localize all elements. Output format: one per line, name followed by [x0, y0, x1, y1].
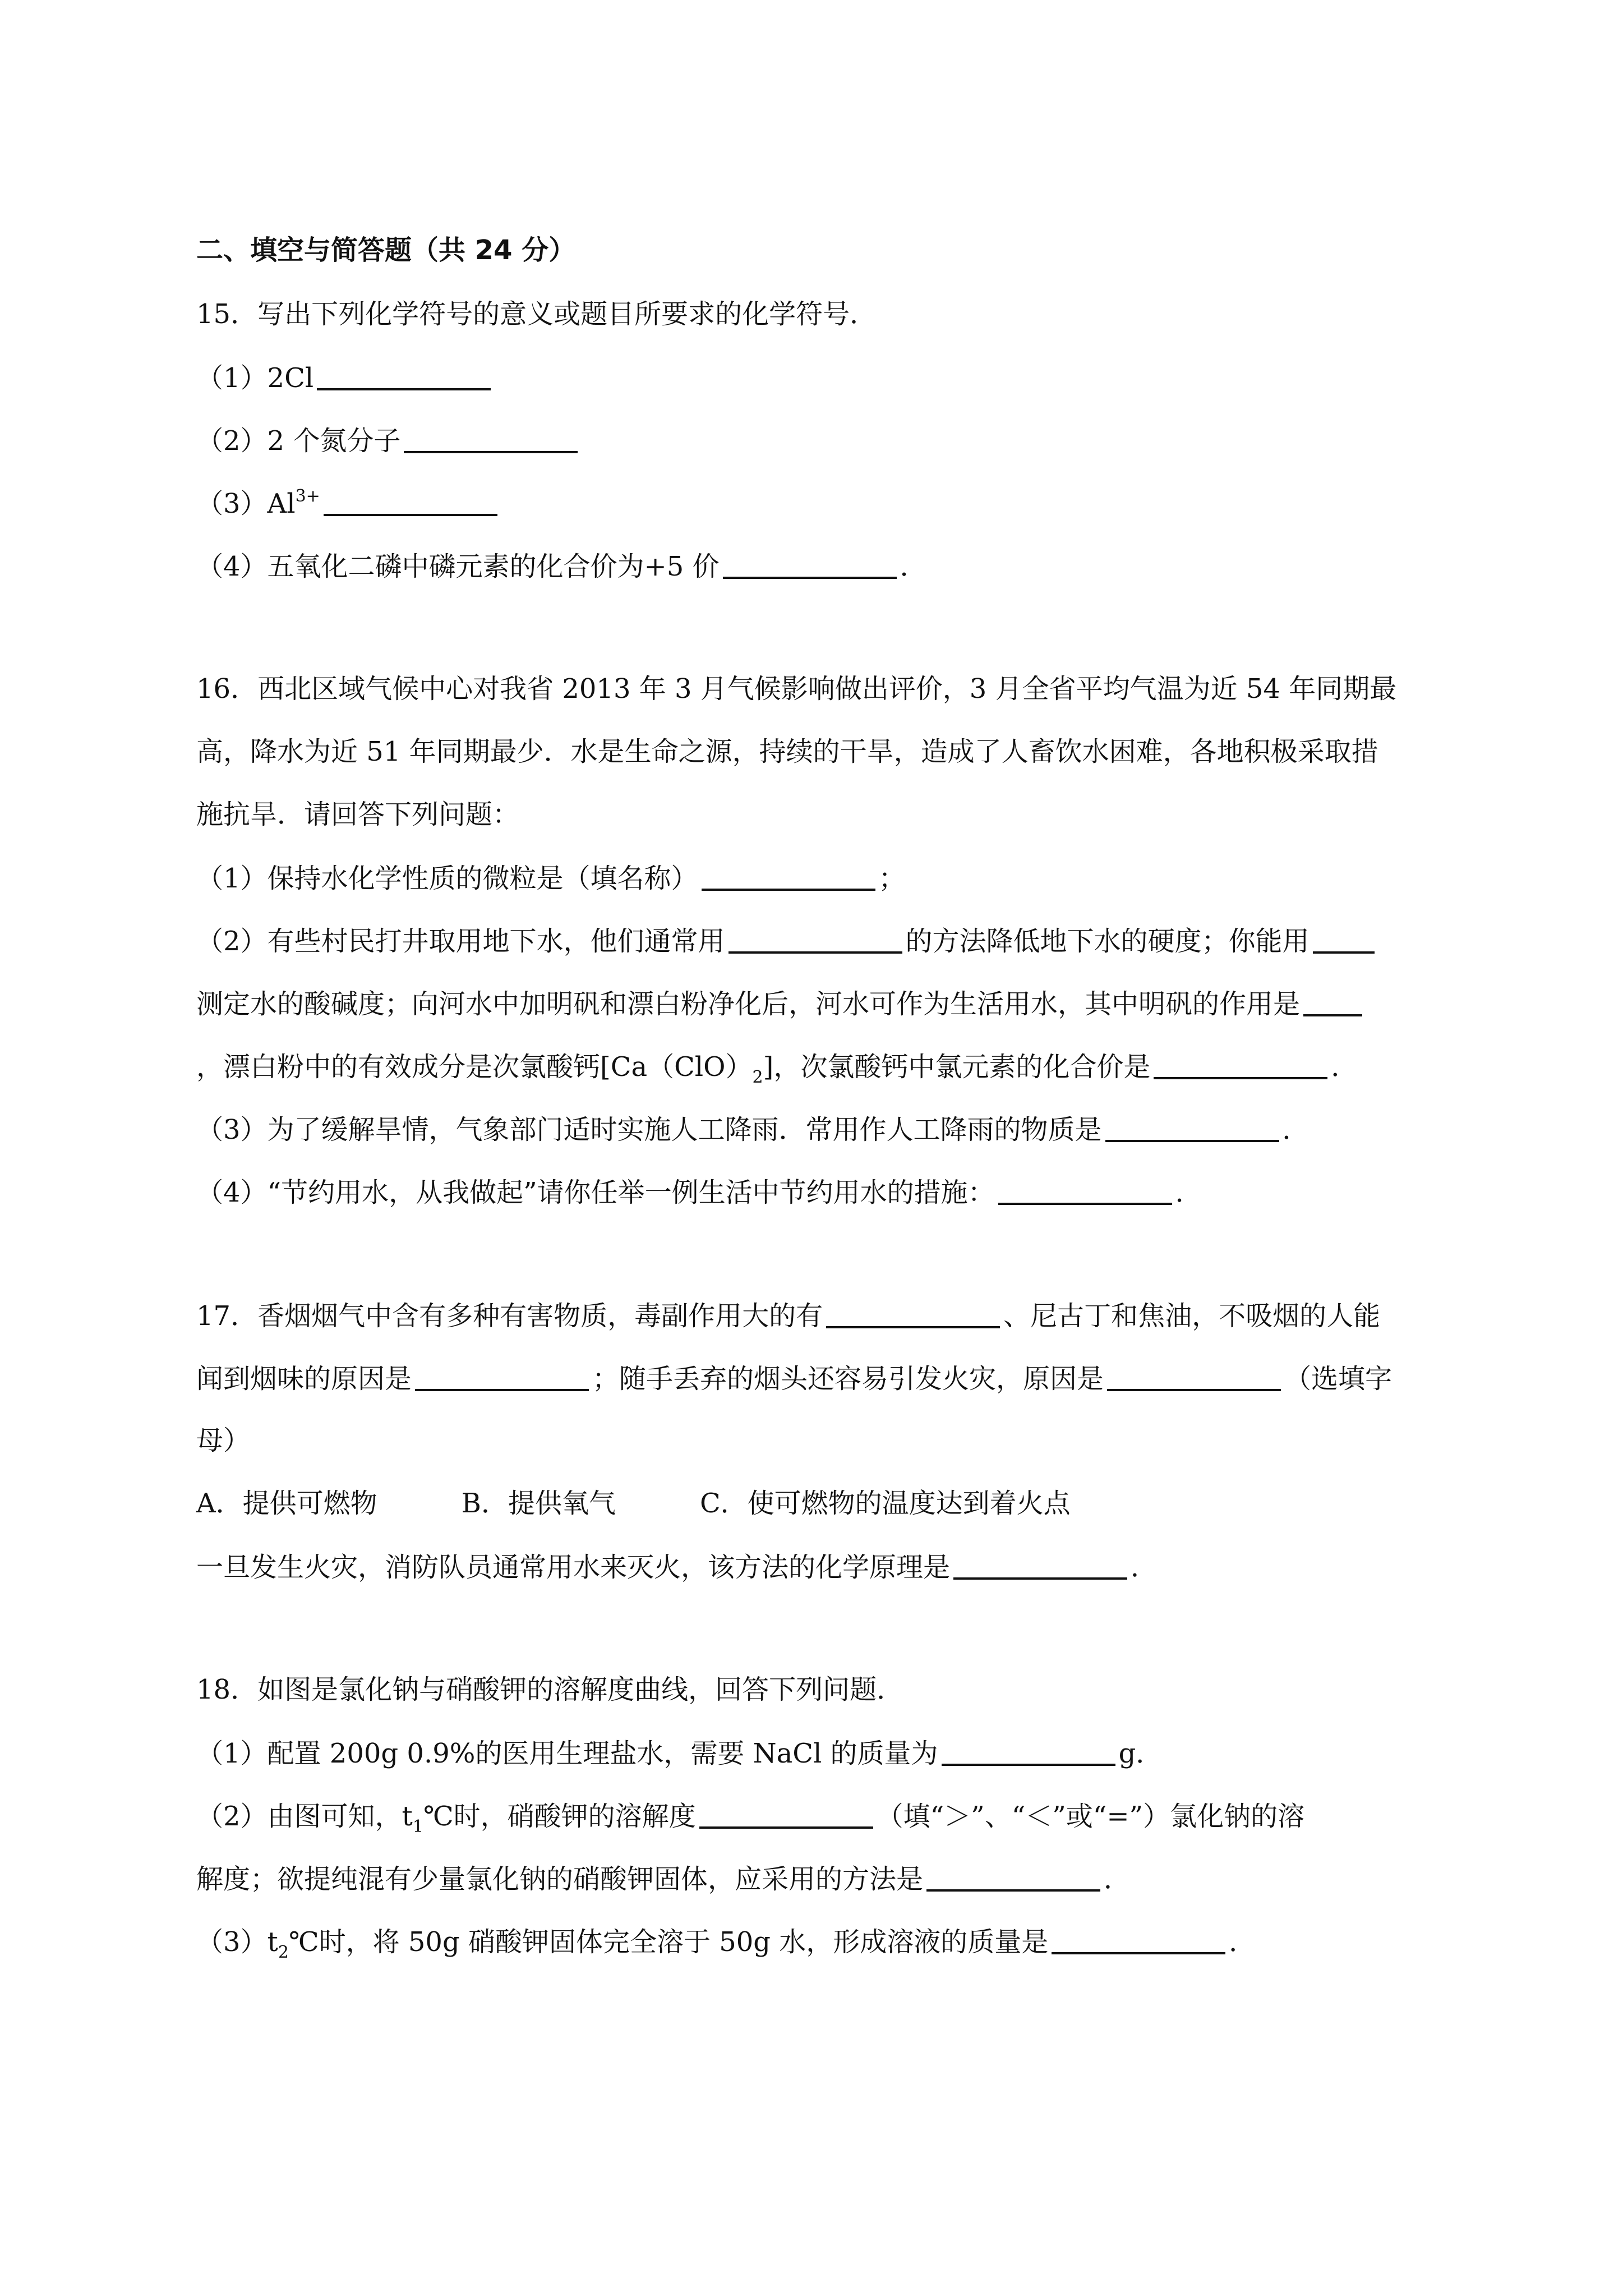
- answer-blank[interactable]: [1313, 922, 1375, 954]
- answer-blank[interactable]: [404, 422, 578, 453]
- q18-stem: 18．如图是氯化钠与硝酸钾的溶解度曲线，回答下列问题．: [196, 1674, 904, 1705]
- q17-text-b: 、尼古丁和焦油，不吸烟的人能: [1003, 1300, 1381, 1332]
- q16-part1: [196, 859, 1446, 896]
- q16-part2-line1: [196, 922, 1446, 959]
- answer-blank[interactable]: [1052, 1923, 1225, 1954]
- q16-part2-line2: [196, 985, 1446, 1022]
- q18-part1-end: g．: [1118, 1738, 1163, 1769]
- q18-part3-text-a: （3）t: [196, 1926, 278, 1958]
- q17-line5-end: ．: [1131, 1552, 1158, 1583]
- q16-part2-text-e: ]，次氯酸钙中氯元素的化合价是: [763, 1051, 1151, 1083]
- q16-part2-text-b: 的方法降低地下水的硬度；你能用: [905, 926, 1310, 957]
- temp-subscript: 1: [412, 1817, 423, 1837]
- q17-text-d: ；随手丢弃的烟头还容易引发火灾，原因是: [592, 1363, 1104, 1395]
- q16-line2: 高，降水为近 51 年同期最少．水是生命之源，持续的干旱，造成了人畜饮水困难，各地积极采取措: [196, 736, 1378, 767]
- q16-part3-end: ．: [1282, 1114, 1310, 1145]
- q18-part3-text-b: ℃时，将 50g 硝酸钾固体完全溶于 50g 水，形成溶液的质量是: [288, 1926, 1049, 1958]
- answer-blank[interactable]: [324, 485, 497, 516]
- q18-part3: [196, 1923, 1446, 1960]
- q16-part4-end: ．: [1175, 1177, 1202, 1208]
- q16-line3: 施抗旱．请回答下列问题：: [196, 799, 520, 830]
- q18-part2-line1: [196, 1797, 1446, 1837]
- answer-blank[interactable]: [953, 1548, 1127, 1580]
- q18-part2-text-b: ℃时，硝酸钾的溶解度: [423, 1801, 696, 1832]
- q15-part1-text: （1）2Cl: [196, 362, 314, 394]
- q16-part2-text-a: （2）有些村民打井取用地下水，他们通常用: [196, 926, 725, 957]
- q17-text-c: 闻到烟味的原因是: [196, 1363, 412, 1395]
- q17-line2: [196, 1360, 1446, 1397]
- q15-part3-text: （3）Al: [196, 488, 296, 519]
- q16-part3-text: （3）为了缓解旱情，气象部门适时实施人工降雨．常用作人工降雨的物质是: [196, 1114, 1102, 1145]
- q18-part2-text-c: （填“＞”、“＜”或“=”）氯化钠的溶: [876, 1801, 1305, 1832]
- q16-part4: [196, 1174, 1446, 1211]
- answer-blank[interactable]: [723, 547, 897, 579]
- answer-blank[interactable]: [926, 1860, 1100, 1892]
- q18-part2-text-d: 解度；欲提纯混有少量氯化钠的硝酸钾固体，应采用的方法是: [196, 1864, 924, 1895]
- q17-line3: 母）: [196, 1425, 251, 1456]
- q15-part4: [196, 547, 1446, 585]
- answer-blank[interactable]: [998, 1174, 1172, 1205]
- q17-line5: [196, 1548, 1446, 1585]
- answer-blank[interactable]: [1154, 1048, 1327, 1079]
- answer-blank[interactable]: [1107, 1360, 1281, 1391]
- q17-text-e: （选填字: [1284, 1363, 1393, 1395]
- q16-part2-end: ．: [1331, 1051, 1358, 1083]
- temp-subscript: 2: [278, 1943, 289, 1962]
- q18-part1: [196, 1734, 1446, 1772]
- formula-subscript: 2: [752, 1068, 763, 1087]
- q18-part3-end: ．: [1229, 1926, 1256, 1958]
- q17-options: [196, 1485, 1446, 1521]
- q15-part2-text: （2）2 个氮分子: [196, 425, 401, 457]
- answer-blank[interactable]: [415, 1360, 589, 1391]
- option-c: C．使可燃物的温度达到着火点: [699, 1488, 1071, 1519]
- option-a: A．提供可燃物: [196, 1488, 377, 1519]
- charge-superscript: 3+: [295, 486, 320, 506]
- q18-part2-end: ．: [1104, 1864, 1131, 1895]
- section-heading: 二、填空与简答题（共 24 分）: [196, 234, 576, 266]
- answer-blank[interactable]: [317, 359, 491, 390]
- answer-blank[interactable]: [942, 1734, 1115, 1766]
- answer-blank[interactable]: [826, 1297, 1000, 1328]
- q18-part1-text: （1）配置 200g 0.9%的医用生理盐水，需要 NaCl 的质量为: [196, 1738, 938, 1769]
- q16-part1-text: （1）保持水化学性质的微粒是（填名称）: [196, 863, 698, 894]
- answer-blank[interactable]: [699, 1797, 873, 1829]
- answer-blank[interactable]: [728, 922, 902, 954]
- q17-text-f: 一旦发生火灾，消防队员通常用水来灭火，该方法的化学原理是: [196, 1552, 951, 1583]
- q16-part2-text-d: ，漂白粉中的有效成分是次氯酸钙[Ca（ClO）: [196, 1051, 753, 1083]
- q16-part2-text-c: 测定水的酸碱度；向河水中加明矾和漂白粉净化后，河水可作为生活用水，其中明矾的作用是: [196, 988, 1301, 1020]
- answer-blank[interactable]: [1105, 1111, 1279, 1142]
- q16-part2-line3: [196, 1048, 1446, 1085]
- q17-text-a: 17．香烟烟气中含有多种有害物质，毒副作用大的有: [196, 1300, 823, 1332]
- q17-line1: [196, 1297, 1446, 1334]
- q15-part1: [196, 359, 1446, 396]
- option-b: B．提供氧气: [461, 1488, 616, 1519]
- q16-line1: 16．西北区域气候中心对我省 2013 年 3 月气候影响做出评价，3 月全省平均气温为近 54 年同期最: [196, 673, 1397, 705]
- q16-part4-text: （4）“节约用水，从我做起”请你任举一例生活中节约用水的措施：: [196, 1177, 995, 1208]
- q15-part2: [196, 422, 1446, 459]
- q18-part2-line2: [196, 1860, 1446, 1897]
- q18-part2-text-a: （2）由图可知，t: [196, 1801, 413, 1832]
- answer-blank[interactable]: [1303, 985, 1362, 1016]
- q16-part1-end: ；: [878, 863, 906, 894]
- q15-stem: 15．写出下列化学符号的意义或题目所要求的化学符号．: [196, 298, 877, 330]
- q15-part3: [196, 485, 1446, 522]
- answer-blank[interactable]: [702, 859, 875, 891]
- q15-part4-text: （4）五氧化二磷中磷元素的化合价为+5 价: [196, 551, 720, 582]
- q15-part4-end: ．: [900, 551, 927, 582]
- q16-part3: [196, 1111, 1446, 1148]
